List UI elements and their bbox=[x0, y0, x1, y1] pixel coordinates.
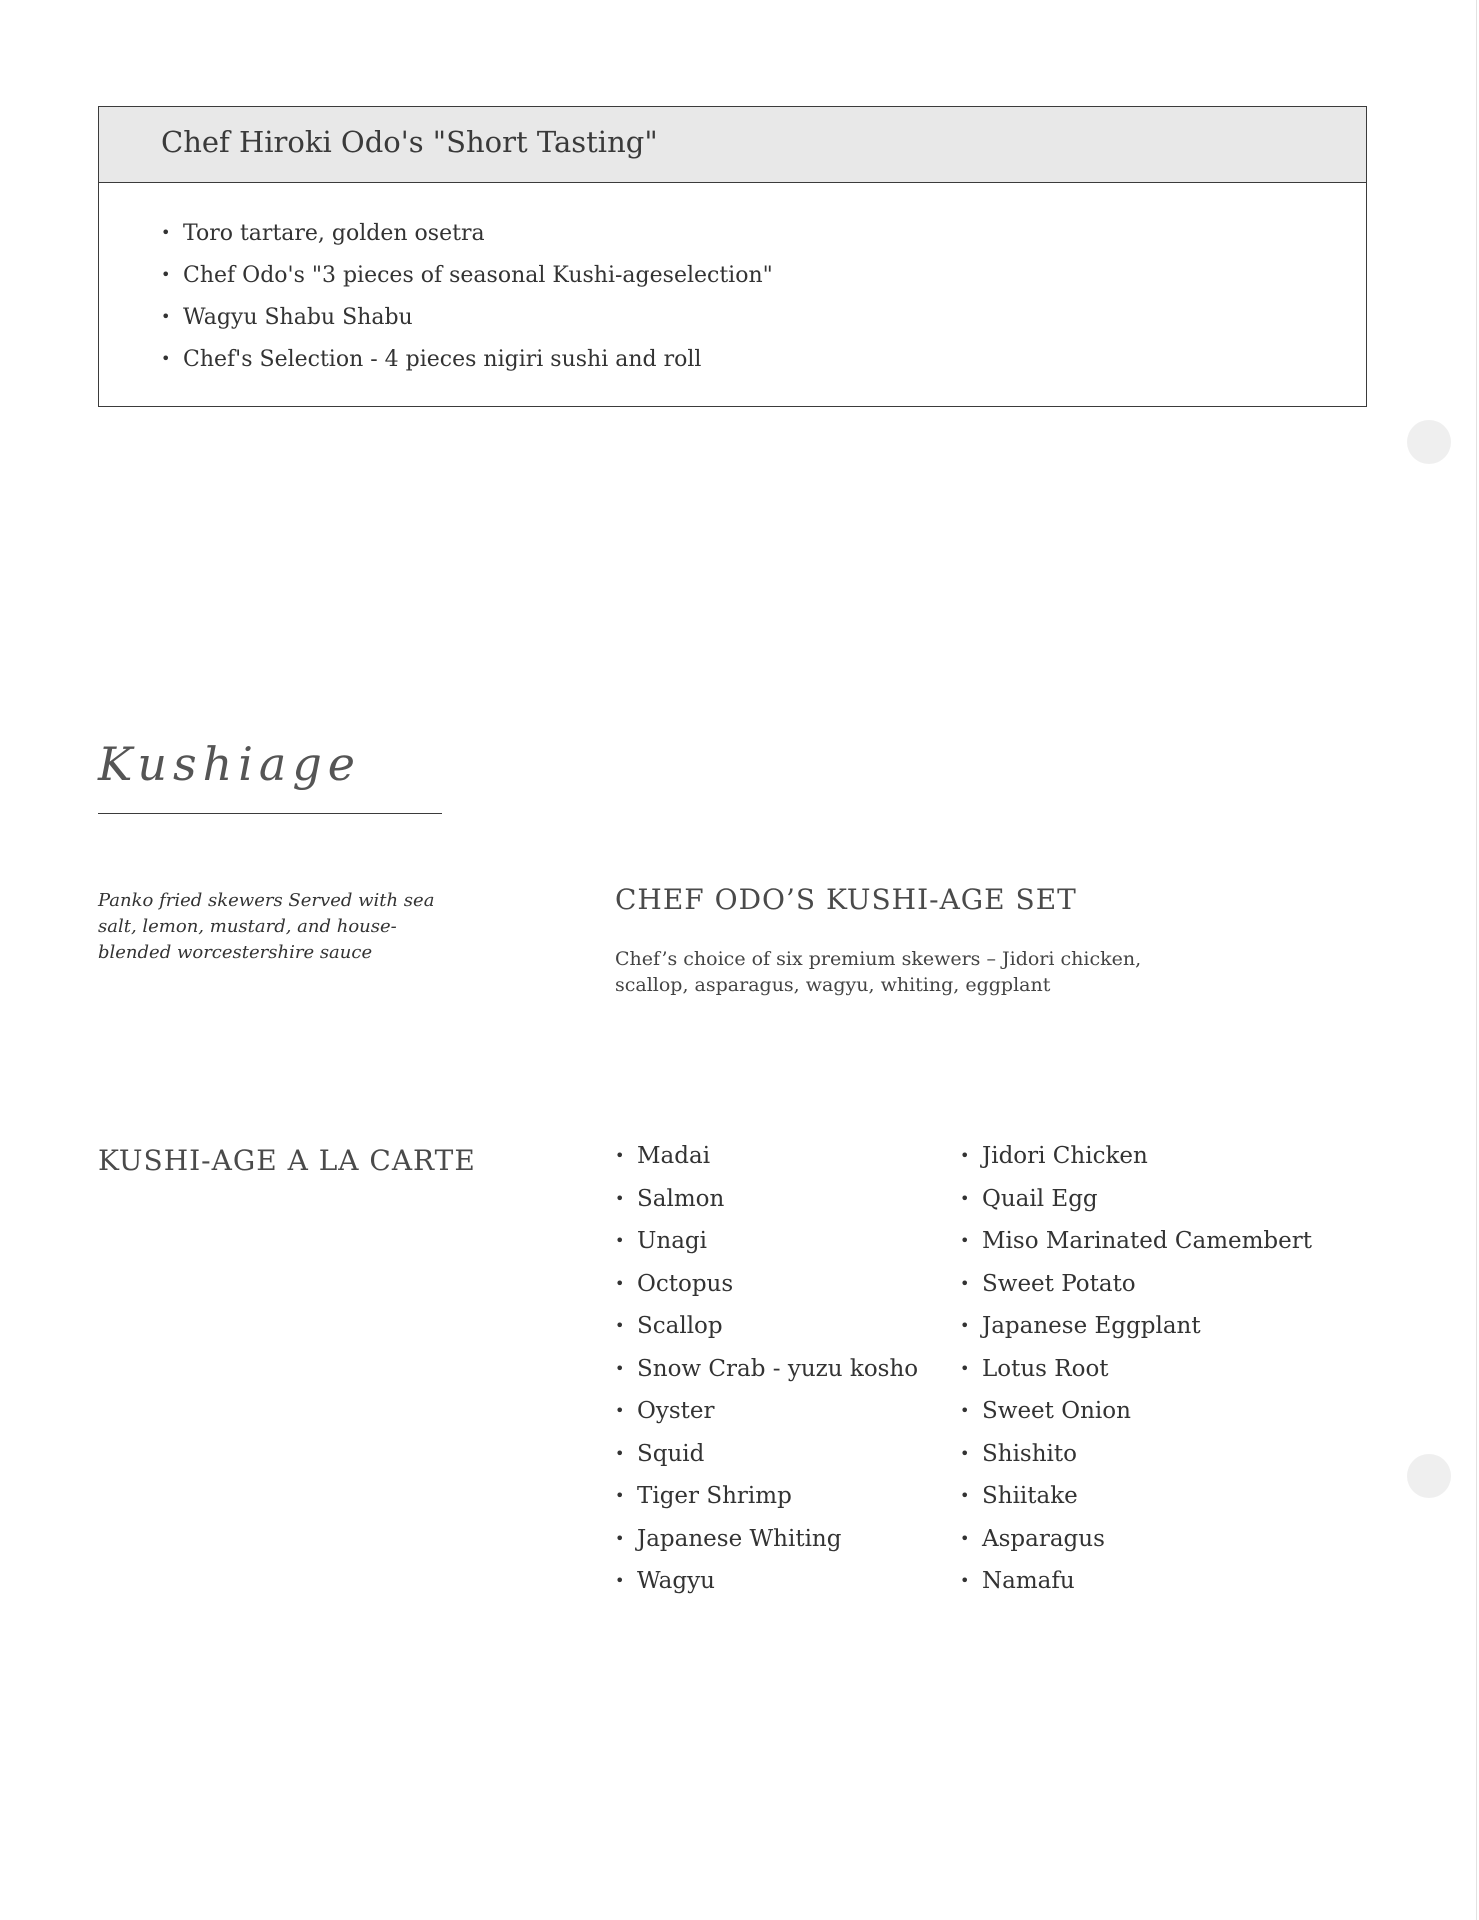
short-tasting-title: Chef Hiroki Odo's "Short Tasting" bbox=[161, 125, 658, 159]
floating-action-button[interactable] bbox=[1407, 420, 1451, 464]
list-item: • Shishito bbox=[960, 1434, 1312, 1477]
page-edge-divider bbox=[1476, 0, 1477, 1920]
a-la-carte-title: KUSHI-AGE A LA CARTE bbox=[98, 1144, 476, 1177]
section-divider bbox=[98, 813, 442, 814]
list-item: • Miso Marinated Camembert bbox=[960, 1221, 1312, 1264]
list-item: • Namafu bbox=[960, 1561, 1312, 1604]
list-item: • Unagi bbox=[615, 1221, 918, 1264]
list-item: • Asparagus bbox=[960, 1519, 1312, 1562]
section-title-kushiage: Kushiage bbox=[98, 737, 362, 791]
list-item: • Oyster bbox=[615, 1391, 918, 1434]
list-item: • Shiitake bbox=[960, 1476, 1312, 1519]
list-item: • Sweet Onion bbox=[960, 1391, 1312, 1434]
list-item: • Quail Egg bbox=[960, 1179, 1312, 1222]
list-item: • Octopus bbox=[615, 1264, 918, 1307]
list-item: • Lotus Root bbox=[960, 1349, 1312, 1392]
list-item: • Toro tartare, golden osetra bbox=[161, 213, 773, 255]
list-item: • Wagyu bbox=[615, 1561, 918, 1604]
section-description: Panko fried skewers Served with sea salt, lemon, mustard, and house-blended worcestershire sauce bbox=[98, 890, 435, 963]
list-item: • Jidori Chicken bbox=[960, 1136, 1312, 1179]
short-tasting-list bbox=[161, 213, 773, 381]
a-la-carte-list-right bbox=[960, 1136, 1312, 1604]
list-item: • Wagyu Shabu Shabu bbox=[161, 297, 773, 339]
kushi-age-set-description: Chef’s choice of six premium skewers – Jidori chicken, scallop, asparagus, wagyu, whiting, eggplant bbox=[615, 948, 1142, 996]
list-item: • Madai bbox=[615, 1136, 918, 1179]
list-item: • Scallop bbox=[615, 1306, 918, 1349]
floating-action-button[interactable] bbox=[1407, 1454, 1451, 1498]
list-item: • Tiger Shrimp bbox=[615, 1476, 918, 1519]
list-item: • Salmon bbox=[615, 1179, 918, 1222]
list-item: • Japanese Eggplant bbox=[960, 1306, 1312, 1349]
kushi-age-set-title: CHEF ODO’S KUSHI-AGE SET bbox=[615, 883, 1077, 916]
list-item: • Snow Crab - yuzu kosho bbox=[615, 1349, 918, 1392]
list-item: • Sweet Potato bbox=[960, 1264, 1312, 1307]
list-item: • Chef's Selection - 4 pieces nigiri sushi and roll bbox=[161, 339, 773, 381]
list-item: • Japanese Whiting bbox=[615, 1519, 918, 1562]
a-la-carte-list-left bbox=[615, 1136, 918, 1604]
list-item: • Chef Odo's "3 pieces of seasonal Kushi-ageselection" bbox=[161, 255, 773, 297]
list-item: • Squid bbox=[615, 1434, 918, 1477]
short-tasting-card bbox=[98, 106, 1367, 407]
